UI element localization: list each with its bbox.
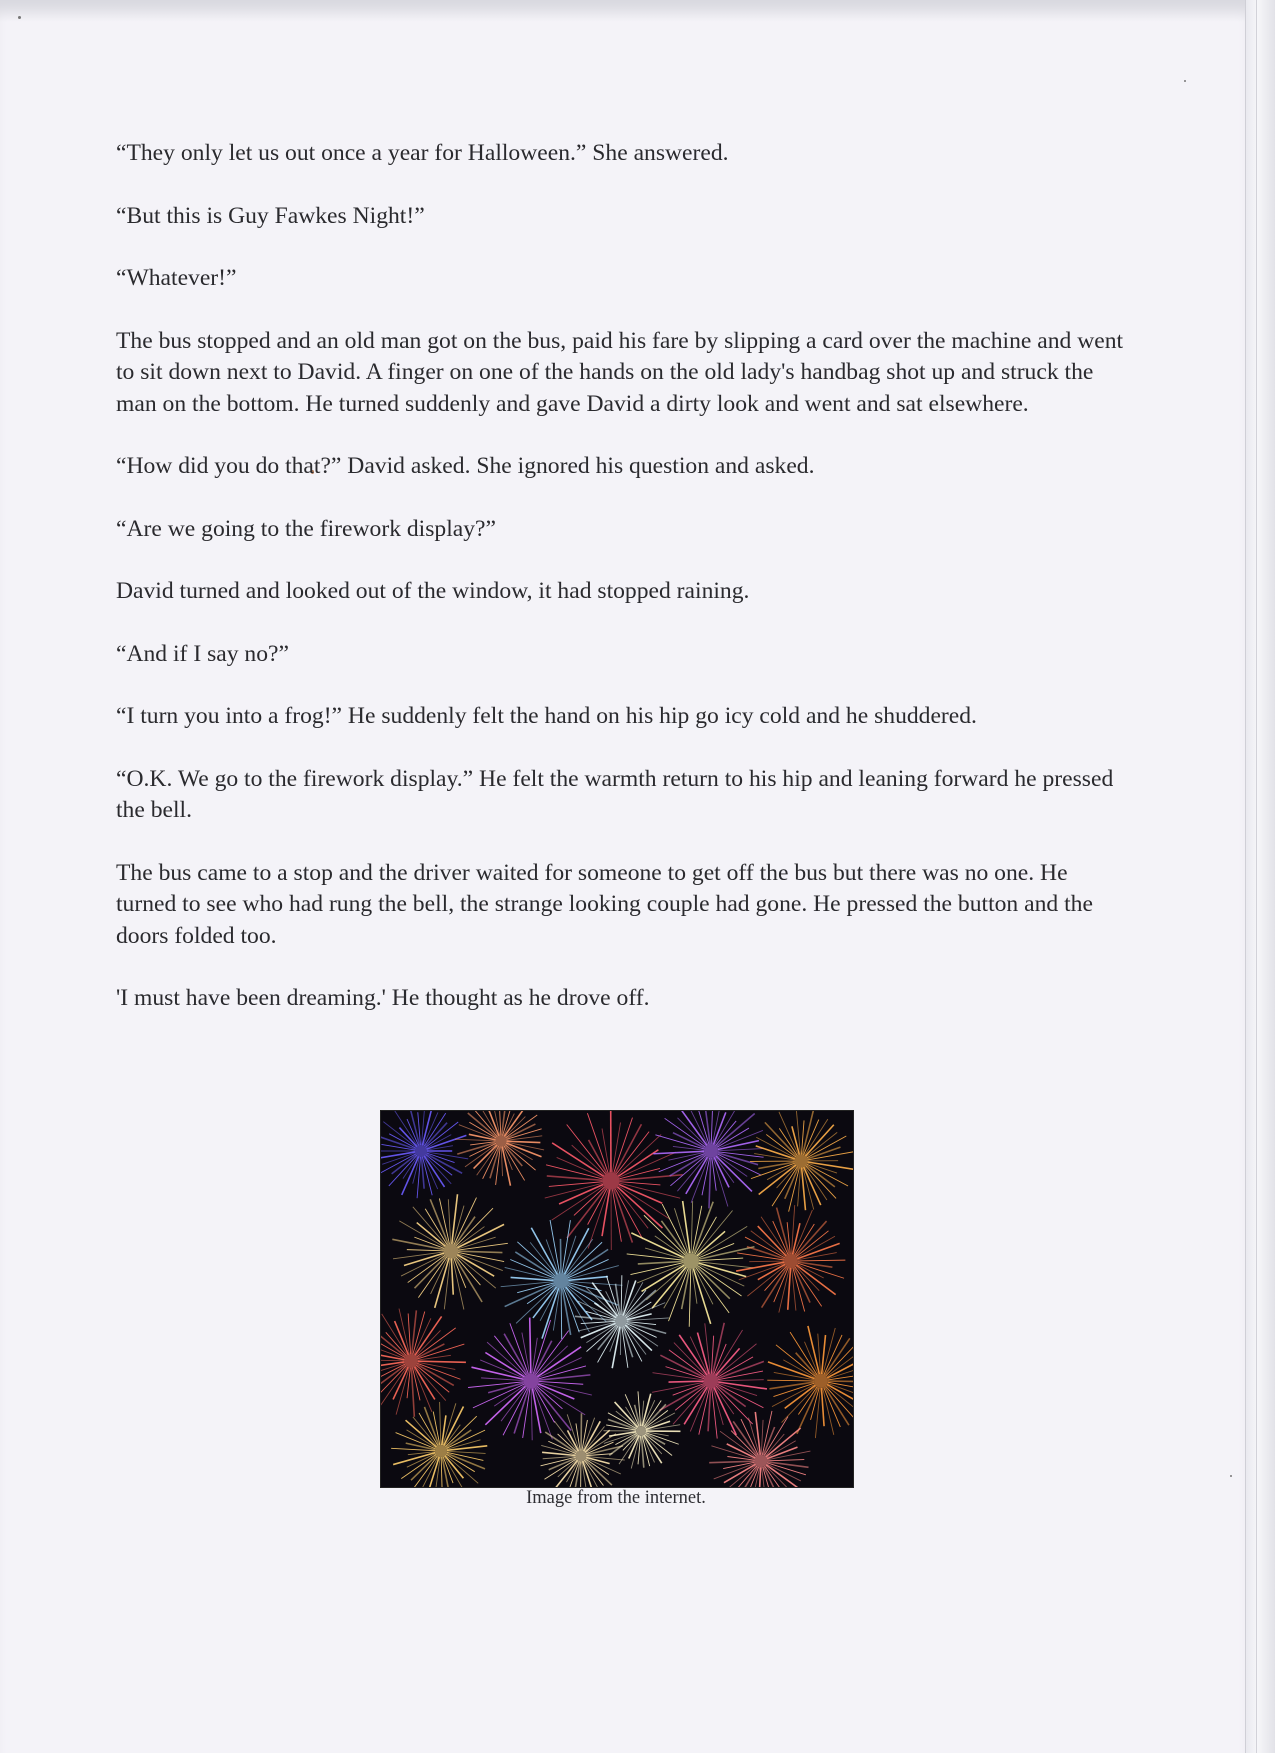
scan-speck (1230, 1475, 1232, 1477)
firework-burst (767, 1326, 853, 1438)
paragraph: “I turn you into a frog!” He suddenly felt the hand on his hip go icy cold and he shuddered. (116, 703, 977, 729)
firework-burst (468, 1318, 592, 1441)
firework-burst (455, 1111, 544, 1186)
scan-speck (18, 16, 21, 19)
paragraph: “They only let us out once a year for Halloween.” She answered. (116, 140, 729, 166)
firework-burst (653, 1111, 764, 1208)
story-text (116, 138, 1126, 1046)
paragraph: The bus stopped and an old man got on the bus, paid his fare by slipping a card over the machine and went to sit down next to David. A finger on one of the hands on the old lady's handbag shot up and struck the man on the bottom. He turned suddenly and gave David a dirty look and went and sat elsewhere. (116, 327, 1124, 417)
paragraph: “Are we going to the firework display?” (116, 515, 496, 542)
scan-shadow (0, 0, 1245, 22)
firework-burst (392, 1194, 508, 1309)
firework-burst (501, 1220, 623, 1339)
firework-burst (575, 1275, 669, 1368)
paragraph: “How did you do that?” David asked. She ignored his question and asked. (116, 453, 815, 479)
firework-burst (750, 1111, 853, 1212)
paragraph: “And if I say no?” (116, 640, 289, 667)
firework-burst (381, 1111, 468, 1198)
paragraph: “O.K. We go to the firework display.” He felt the warmth return to his hip and leaning forward he pressed the bell. (116, 765, 1114, 823)
paragraph: The bus came to a stop and the driver waited for someone to get off the bus but there was no one. He turned to see who had rung the bell, the strange looking couple had gone. He pressed the button and the doors folded too. (116, 859, 1093, 949)
paragraph: David turned and looked out of the window, it had stopped raining. (116, 578, 750, 604)
image-caption: Image from the internet. (526, 1488, 706, 1508)
firework-burst (603, 1391, 680, 1468)
firework-burst (709, 1411, 810, 1487)
scan-speck (1184, 80, 1186, 82)
paragraph: 'I must have been dreaming.' He thought as he drove off. (116, 985, 650, 1011)
firework-burst (736, 1205, 845, 1312)
fireworks-image (380, 1110, 854, 1488)
plastic-sleeve-edge (1246, 0, 1275, 1753)
firework-burst (627, 1201, 755, 1327)
paragraph: “But this is Guy Fawkes Night!” (116, 202, 425, 229)
firework-burst (381, 1309, 466, 1417)
firework-burst (391, 1402, 487, 1487)
paragraph: “Whatever!” (116, 265, 237, 291)
firework-burst (541, 1413, 625, 1487)
fireworks-photo-icon (381, 1111, 853, 1487)
firework-burst (545, 1111, 683, 1250)
